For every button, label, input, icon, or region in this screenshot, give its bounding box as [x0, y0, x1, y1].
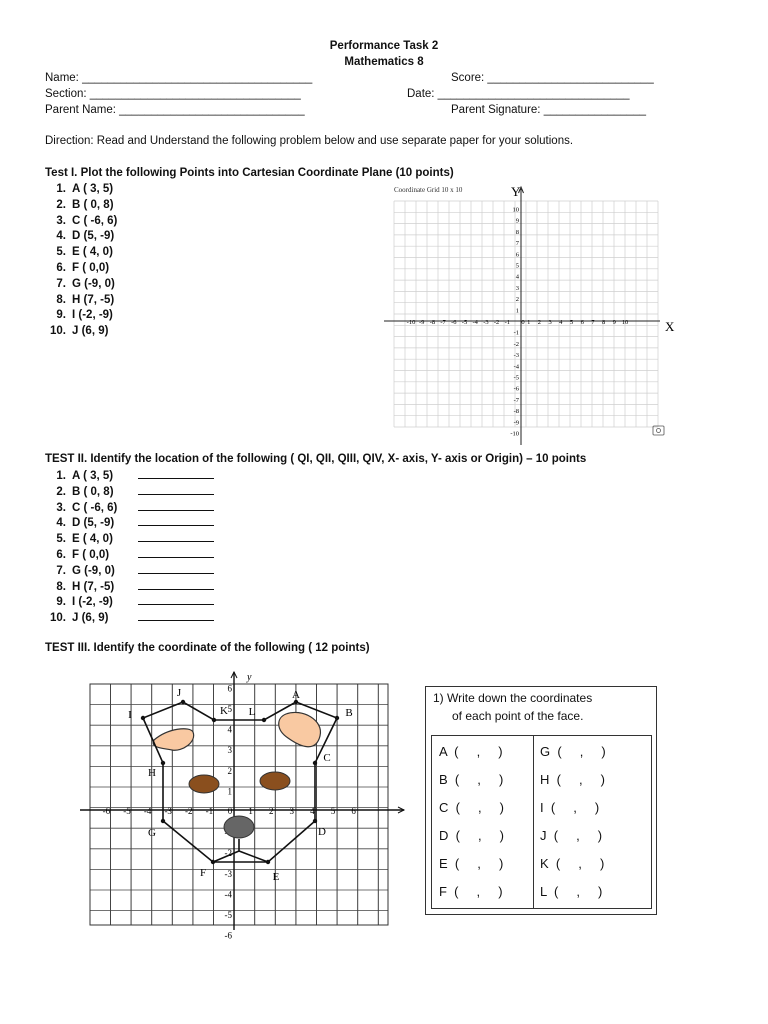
item-number: 10. [50, 325, 66, 338]
answer-row[interactable]: D ( , ) [439, 828, 504, 843]
answer-blank[interactable] [138, 500, 214, 511]
item-number: 2. [56, 485, 66, 498]
face-point [161, 761, 165, 765]
y-tick-label: -1 [513, 329, 519, 337]
test1-list [44, 182, 124, 340]
answer-row[interactable]: G ( , ) [540, 744, 606, 759]
answer-row[interactable]: C ( , ) [439, 800, 504, 815]
list-item [44, 198, 124, 214]
y-axis-label: Y [511, 184, 521, 199]
x-tick-label: 1 [248, 806, 253, 816]
answer-blank[interactable] [138, 547, 214, 558]
y-tick-label: 3 [515, 284, 519, 292]
list-item [44, 229, 124, 245]
x-tick-label: 5 [569, 319, 574, 326]
zoom-icon[interactable] [653, 426, 664, 435]
y-tick-label: -2 [513, 340, 519, 348]
y-tick-label: -3 [513, 352, 519, 360]
answer-table [431, 735, 652, 909]
answer-blank[interactable] [138, 610, 214, 621]
answer-blank[interactable] [138, 531, 214, 542]
point-label-f: F [199, 867, 207, 879]
y-tick-label: -6 [513, 385, 519, 393]
item-point: H (7, -5) [72, 580, 115, 593]
item-point: E ( 4, 0) [72, 246, 113, 259]
name-field[interactable]: Name: ____________________________________ [45, 72, 313, 84]
y-tick-label: -9 [513, 419, 519, 427]
answer-blank[interactable] [138, 563, 214, 574]
test3-heading: TEST III. Identify the coordinate of the following ( 12 points) [45, 642, 370, 654]
answer-blank[interactable] [138, 579, 214, 590]
point-label-b: B [345, 707, 353, 719]
y-tick-label: 10 [512, 206, 519, 214]
x-tick-label: -4 [143, 806, 152, 816]
face-point [211, 860, 215, 864]
face-y-axis-label: y [247, 672, 252, 683]
y-tick-label: 3 [227, 745, 232, 756]
item-number: 8. [56, 580, 66, 593]
item-point: J (6, 9) [72, 325, 109, 338]
item-point: J (6, 9) [72, 612, 109, 625]
list-item [44, 610, 214, 626]
x-tick-label: -1 [205, 806, 214, 816]
item-point: E ( 4, 0) [72, 533, 113, 546]
answer-row[interactable]: E ( , ) [439, 856, 504, 871]
y-tick-label: 5 [227, 704, 232, 714]
face-point [335, 716, 339, 720]
face-point [181, 700, 185, 704]
x-tick-label: -2 [185, 806, 193, 816]
y-tick-label: 4 [227, 724, 232, 735]
list-item [44, 308, 124, 324]
item-point: D (5, -9) [72, 230, 115, 243]
x-axis-label: X [665, 319, 675, 334]
item-point: C ( -6, 6) [72, 214, 118, 227]
y-tick-label: -4 [224, 889, 232, 900]
list-item [44, 277, 124, 293]
point-label-d: D [318, 826, 326, 838]
answer-row[interactable]: K ( , ) [540, 856, 605, 871]
answer-row[interactable]: J ( , ) [540, 828, 603, 843]
y-tick-label: 8 [515, 228, 519, 236]
parent-signature-field[interactable]: Parent Signature: ________________ [451, 104, 647, 116]
item-number: 1. [56, 470, 66, 482]
point-label-j: J [176, 687, 182, 699]
point-label-l: L [248, 706, 256, 718]
x-tick-label: 6 [580, 319, 584, 326]
y-tick-label: -5 [224, 910, 232, 920]
x-tick-label: 2 [537, 319, 542, 326]
y-tick-label: 2 [515, 296, 519, 304]
date-field[interactable]: Date: ______________________________ [407, 88, 630, 100]
instruction-line-2: of each point of the face. [452, 709, 584, 723]
y-tick-label: -3 [224, 868, 232, 879]
list-item [44, 594, 214, 610]
y-tick-label: 1 [227, 786, 232, 797]
test2-heading: TEST II. Identify the location of the following ( QI, QII, QIII, QIV, X- axis, Y- axis or Origin) – 10 points [45, 453, 587, 465]
y-tick-label: 7 [515, 240, 519, 248]
answer-blank[interactable] [138, 515, 214, 526]
y-tick-label: -5 [513, 374, 519, 382]
x-tick-label: 3 [548, 319, 552, 326]
item-point: B ( 0, 8) [72, 198, 114, 211]
y-tick-label: 6 [515, 251, 519, 259]
x-tick-label: 9 [612, 319, 616, 326]
x-tick-label: 1 [527, 319, 531, 326]
right-ear [279, 712, 321, 746]
x-tick-label: 0 [521, 319, 525, 326]
answer-row[interactable]: I ( , ) [540, 800, 600, 815]
list-item [44, 500, 214, 516]
y-tick-label: -7 [513, 396, 519, 404]
answer-row[interactable]: F ( , ) [439, 884, 503, 899]
item-number: 6. [56, 261, 66, 274]
x-tick-label: -7 [440, 319, 446, 326]
y-tick-label: 2 [227, 765, 232, 776]
item-point: H (7, -5) [72, 293, 115, 306]
answer-blank[interactable] [138, 594, 214, 605]
x-tick-label: -6 [102, 806, 111, 816]
item-point: C ( -6, 6) [72, 501, 118, 514]
item-point: A ( 3, 5) [72, 470, 114, 482]
face-coordinate-grid [80, 668, 410, 941]
page-title: Performance Task 2 [329, 40, 439, 52]
list-item [44, 182, 124, 198]
test2-list [44, 468, 214, 626]
point-label-k: K [220, 705, 228, 717]
item-number: 1. [56, 183, 66, 195]
item-number: 6. [56, 548, 66, 561]
x-tick-label: -3 [483, 319, 489, 326]
answer-row[interactable]: A ( , ) [439, 744, 503, 759]
point-label-e: E [272, 871, 280, 883]
y-tick-label: -10 [510, 430, 519, 438]
x-tick-label: -3 [164, 806, 172, 816]
x-tick-label: 7 [591, 319, 595, 326]
x-tick-label: 2 [268, 806, 274, 816]
x-tick-label: 4 [310, 806, 315, 816]
answer-row[interactable]: B ( , ) [439, 772, 504, 787]
answer-box [425, 686, 657, 915]
x-tick-label: 0 [227, 806, 233, 816]
item-number: 10. [50, 612, 66, 625]
parent-name-field[interactable]: Parent Name: _____________________________ [45, 104, 305, 116]
y-tick-label: 5 [515, 262, 519, 270]
point-label-i: I [128, 709, 132, 721]
list-item [44, 515, 214, 531]
answer-blank[interactable] [138, 484, 214, 495]
page-subtitle: Mathematics 8 [344, 56, 424, 68]
x-tick-label: -10 [406, 319, 416, 326]
list-item [44, 324, 124, 340]
right-eye [260, 772, 290, 790]
direction-text: Direction: Read and Understand the following problem below and use separate paper for your solutions. [45, 135, 574, 147]
nose [224, 816, 254, 838]
list-item [44, 531, 214, 547]
x-tick-label: -9 [418, 319, 425, 326]
answer-row[interactable]: H ( , ) [540, 772, 605, 787]
item-point: I (-2, -9) [72, 596, 113, 609]
y-tick-label: 6 [227, 683, 232, 694]
score-field[interactable]: Score: __________________________ [451, 72, 654, 84]
item-number: 4. [56, 230, 66, 243]
item-point: D (5, -9) [72, 517, 115, 530]
y-tick-label: -2 [224, 848, 232, 859]
item-point: A ( 3, 5) [72, 183, 114, 195]
y-tick-label: 4 [515, 273, 519, 281]
x-tick-label: 4 [559, 319, 563, 326]
list-item [44, 563, 214, 579]
face-point [266, 860, 270, 864]
item-point: G (-9, 0) [72, 277, 115, 290]
list-item [44, 579, 214, 595]
x-tick-label: 10 [621, 319, 629, 326]
face-point [141, 716, 145, 720]
item-point: I (-2, -9) [72, 309, 113, 322]
grid-title: Coordinate Grid 10 x 10 [394, 186, 463, 194]
point-label-g: G [148, 827, 156, 839]
face-point [161, 819, 165, 823]
list-item [44, 293, 124, 309]
item-point: G (-9, 0) [72, 564, 115, 577]
left-ear [153, 729, 193, 751]
x-tick-label: -6 [451, 319, 457, 326]
item-point: F ( 0,0) [72, 261, 110, 274]
point-label-h: H [148, 767, 156, 779]
x-tick-label: 6 [351, 806, 356, 816]
item-number: 7. [56, 564, 66, 577]
y-tick-label: -8 [513, 408, 519, 416]
y-tick-label: 9 [515, 217, 519, 225]
item-number: 4. [56, 517, 66, 530]
face-point [313, 761, 317, 765]
y-tick-label: -6 [224, 930, 232, 941]
point-label-c: C [323, 752, 331, 764]
item-number: 3. [56, 214, 66, 227]
test1-heading: Test I. Plot the following Points into Cartesian Coordinate Plane (10 points) [45, 167, 454, 179]
list-item [44, 468, 214, 484]
item-number: 9. [56, 596, 66, 609]
x-tick-label: 3 [289, 806, 295, 816]
list-item [44, 484, 214, 500]
item-number: 7. [56, 277, 66, 290]
x-tick-label: -5 [461, 319, 468, 326]
x-tick-label: 5 [330, 806, 336, 816]
item-number: 3. [56, 501, 66, 514]
y-tick-label: 1 [515, 307, 519, 315]
point-label-a: A [292, 689, 300, 701]
left-eye [189, 775, 219, 793]
instruction-line-1: 1) Write down the coordinates [433, 691, 593, 705]
y-tick-label: -4 [513, 363, 519, 371]
section-field[interactable]: Section: _________________________________ [45, 88, 301, 100]
item-number: 8. [56, 293, 66, 306]
item-point: B ( 0, 8) [72, 485, 114, 498]
list-item [44, 547, 214, 563]
answer-blank[interactable] [138, 468, 214, 479]
item-point: F ( 0,0) [72, 548, 110, 561]
list-item [44, 245, 124, 261]
face-point [212, 718, 216, 722]
face-point [262, 718, 266, 722]
coordinate-grid-10x10 [380, 183, 690, 445]
item-number: 9. [56, 309, 66, 322]
mouth-line [213, 851, 268, 862]
face-point [313, 819, 317, 823]
x-tick-label: -1 [504, 319, 511, 326]
x-tick-label: -2 [493, 319, 500, 326]
item-number: 2. [56, 198, 66, 211]
item-number: 5. [56, 246, 66, 259]
list-item [44, 214, 124, 230]
list-item [44, 261, 124, 277]
x-tick-label: -4 [472, 319, 478, 326]
answer-row[interactable]: L ( , ) [540, 884, 603, 899]
item-number: 5. [56, 533, 66, 546]
x-tick-label: 8 [601, 319, 606, 326]
x-tick-label: -8 [429, 319, 436, 326]
x-tick-label: -5 [123, 806, 131, 816]
